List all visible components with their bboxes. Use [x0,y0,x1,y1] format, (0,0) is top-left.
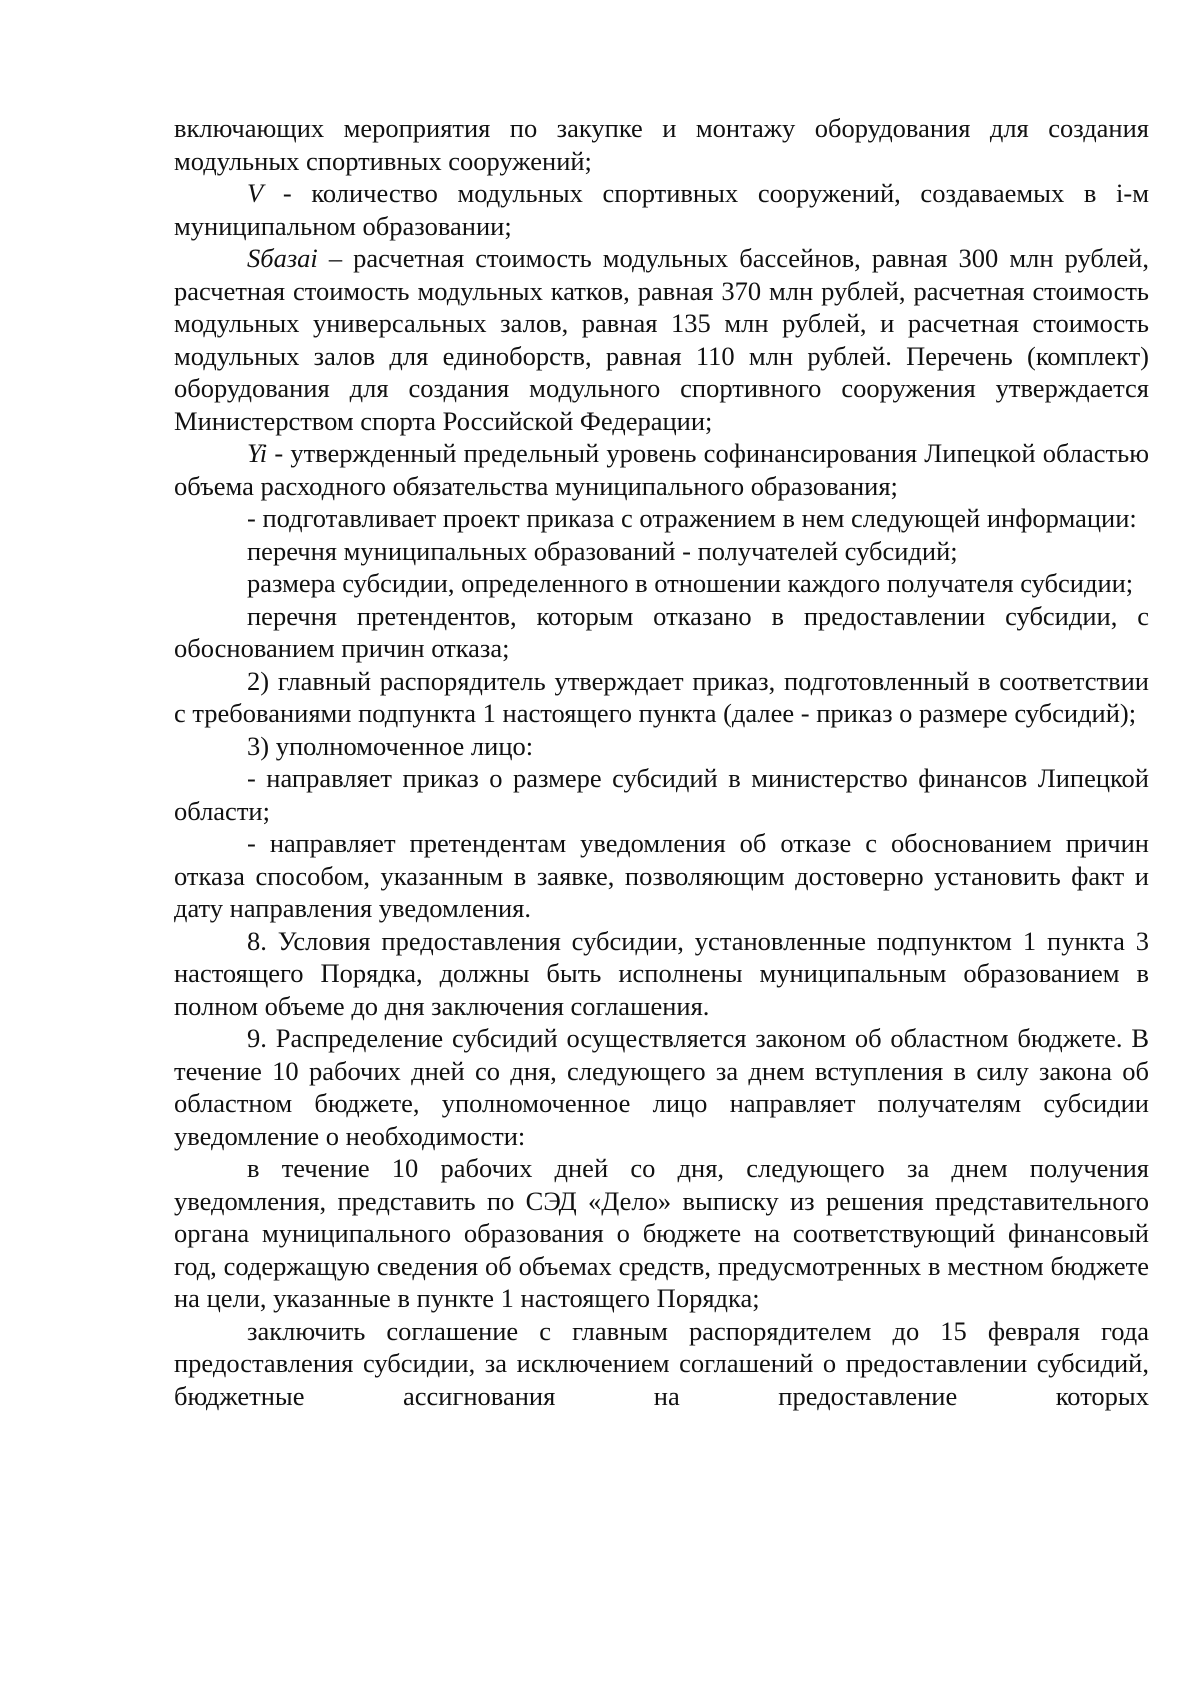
paragraph-7: размера субсидии, определенного в отношении каждого получателя субсидии; [247,568,1134,598]
paragraph-3 [174,242,1149,437]
paragraph-text: - количество модульных спортивных сооружений, создаваемых в i-м муниципальном образовании; [174,178,1149,241]
paragraph-5: - подготавливает проект приказа с отражением в нем следующей информации: [247,503,1137,533]
paragraph-9: 2) главный распорядитель утверждает приказ, подготовленный в соответствии с требованиями подпункта 1 настоящего пункта (далее - приказ о размере субсидий); [174,665,1149,728]
paragraph-4 [174,437,1149,502]
paragraph-8: перечня претендентов, которым отказано в предоставлении субсидии, с обоснованием причин отказа; [174,600,1149,663]
paragraph-1: включающих мероприятия по закупке и монтажу оборудования для создания модульных спортивных сооружений; [174,113,1149,176]
paragraph-12: - направляет претендентам уведомления об отказе с обоснованием причин отказа способом, указанным в заявке, позволяющим достоверно установить факт и дату направления уведомления. [174,828,1149,923]
paragraph-15: в течение 10 рабочих дней со дня, следующего за днем получения уведомления, представить по СЭД «Дело» выписку из решения представительного органа муниципального образования о бюджете на соответствующий финансовый год, содержащую сведения об объемах средств, предусмотренных в местном бюджете на цели, указанные в пункте 1 настоящего Порядка; [174,1153,1149,1313]
paragraph-text: – расчетная стоимость модульных бассейнов, равная 300 млн рублей, расчетная стоимость модульных катков, равная 370 млн рублей, расчетная стоимость модульных универсальных залов, равная 135 млн рублей, и расчетная стоимость модульных залов для единоборств, равная 110 млн рублей. Перечень (комплект) оборудования для создания модульного спортивного сооружения утверждается Министерством спорта Российской Федерации; [174,243,1149,436]
paragraph-11: - направляет приказ о размере субсидий в министерство финансов Липецкой области; [174,763,1149,826]
formula-variable-v: V [247,178,264,208]
paragraph-text: - утвержденный предельный уровень софинансирования Липецкой областью объема расходного обязательства муниципального образования; [174,438,1149,501]
paragraph-16: заключить соглашение с главным распорядителем до 15 февраля года предоставления субсидии, за исключением соглашений о предоставлении субсидий, бюджетные ассигнования на предоставление которых [174,1315,1149,1411]
paragraph-14: 9. Распределение субсидий осуществляется законом об областном бюджете. В течение 10 рабочих дней со дня, следующего за днем вступления в силу закона об областном бюджете, уполномоченное лицо направляет получателям субсидии уведомление о необходимости: [174,1023,1149,1151]
document-page [174,112,1149,1412]
formula-variable-yi: Yi [247,438,268,468]
paragraph-10: 3) уполномоченное лицо: [247,730,534,761]
paragraph-13: 8. Условия предоставления субсидии, установленные подпунктом 1 пункта 3 настоящего Порядка, должны быть исполнены муниципальным образованием в полном объеме до дня заключения соглашения. [174,925,1149,1021]
paragraph-2 [174,177,1149,242]
formula-variable-sbaza: Sбазаi [247,243,318,273]
paragraph-6: перечня муниципальных образований - получателей субсидий; [247,535,958,566]
